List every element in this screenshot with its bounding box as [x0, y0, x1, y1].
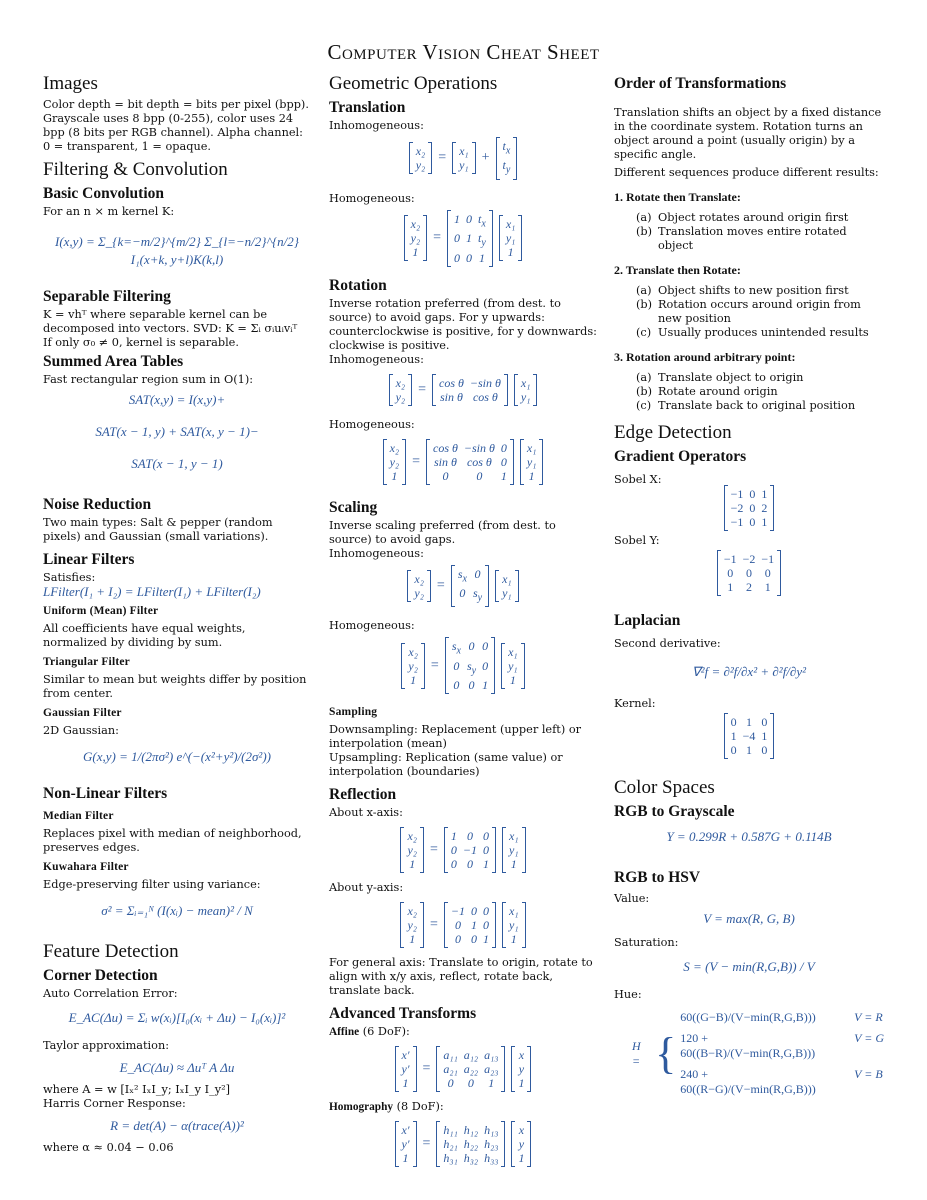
rotation-inhom-label: Inhomogeneous: — [329, 352, 424, 366]
rotation-inhom-matrix: x₂ y₂ = cos θ −sin θ sin θ cos θ x₁ y₁ — [329, 372, 597, 405]
color-spaces-heading: Color Spaces — [614, 777, 715, 798]
geometric-heading: Geometric Operations — [329, 73, 498, 94]
uniform-text: All coefficients have equal weights, normalized by dividing by sum. — [43, 622, 246, 649]
images-text: Color depth = bit depth = bits per pixel (bpp). Grayscale uses 8 bpp (0-255), color uses 24 bpp (8 bits per RGB channel). Alpha channel: 0 = transparent, 1 = opaque. — [43, 98, 309, 153]
where-a-text: where A = w [Iₓ² IₓI_y; IₓI_y I_y²] — [43, 1083, 231, 1096]
hue-cond-3: V = B — [854, 1067, 883, 1081]
feature-detection-heading: Feature Detection — [43, 941, 179, 962]
separable-text-2: If only σ₀ ≠ 0, kernel is separable. — [43, 336, 239, 349]
translation-heading: Translation — [329, 99, 406, 116]
reflection-heading: Reflection — [329, 786, 397, 804]
hue-cond-2: V = G — [854, 1031, 884, 1045]
about-x-label: About x-axis: — [329, 806, 403, 820]
rotation-hom-label: Homogeneous: — [329, 417, 415, 431]
reflection-x-matrix: x₂ y₂ 1 = 1 0 0 0 −1 0 0 0 1 x₁ y₁ 1 — [329, 825, 597, 872]
gaussian-heading: Gaussian Filter — [43, 707, 122, 719]
scaling-heading: Scaling — [329, 498, 378, 516]
auto-correlation-equation: E_AC(Δu) = Σᵢ w(xᵢ)[I₀(xᵢ + Δu) − I₀(xᵢ)]² — [68, 1010, 286, 1025]
convolution-equation: I(x,y) = Σ_{k=−m/2}^{m/2} Σ_{l=−n/2}^{n/2} I₁(x+k, y+l)K(k,l) — [54, 234, 299, 267]
gradient-heading: Gradient Operators — [614, 448, 747, 465]
grayscale-heading: RGB to Grayscale — [614, 803, 735, 820]
grayscale-equation: Y = 0.299R + 0.587G + 0.114B — [666, 829, 832, 844]
order-item-1a: (a) Object rotates around origin first — [636, 211, 849, 224]
order-item-2: 2. Translate then Rotate: — [614, 263, 741, 277]
about-y-label: About y-axis: — [329, 881, 404, 895]
hue-case-3: 240 + 60((R−G)/(V−min(R,G,B))) — [680, 1067, 816, 1096]
affine-label: Affine — [329, 1026, 360, 1039]
rotation-hom-matrix: x₂ y₂ 1 = cos θ −sin θ 0 sin θ cos θ 0 0 0 1 x₁ y₁ 1 — [329, 437, 597, 484]
order-item-3a: (a) Translate object to origin — [636, 371, 804, 384]
hue-cond-1: V = R — [854, 1010, 883, 1024]
affine-matrix: x′ y′ 1 = a₁₁ a₁₂ a₁₃ a₂₁ a₂₂ a₂₃ 0 0 1 x y 1 — [329, 1044, 597, 1091]
hue-case-2: 120 + 60((B−R)/(V−min(R,G,B))) — [680, 1031, 816, 1060]
summed-area-text: Fast rectangular region sum in O(1): — [43, 373, 254, 386]
sobel-x-label: Sobel X: — [614, 473, 662, 486]
advanced-heading: Advanced Transforms — [329, 1005, 477, 1023]
hue-case-1: 60((G−B)/(V−min(R,G,B))) — [680, 1010, 816, 1024]
column-left — [43, 72, 311, 1155]
order-heading: Order of Transformations — [614, 75, 787, 92]
order-item-2b: (b) Rotation occurs around origin from new position — [636, 298, 861, 325]
translation-hom-matrix: x₂ y₂ 1 = 1 0 $t_x$ 0 1 $t_y$ 0 0 1 x₁ y₁ 1 — [329, 211, 597, 266]
sampling-text-1: Downsampling: Replacement (upper left) or interpolation (mean) — [329, 723, 582, 751]
separable-text: K = vhᵀ where separable kernel can be decomposed into vectors. SVD: K = Σᵢ σᵢuᵢvᵢᵀ — [43, 308, 298, 335]
column-middle — [329, 72, 597, 1171]
translation-inhom-label: Inhomogeneous: — [329, 119, 424, 132]
scaling-hom-matrix: x₂ y₂ 1 = $s_x$ 0 0 0 $s_y$ 0 0 0 1 x₁ y₁ 1 — [329, 638, 597, 693]
value-equation: V = max(R, G, B) — [703, 911, 795, 926]
rotation-text: Inverse rotation preferred (from dest. to source) to avoid gaps. For y upwards: counterclockwise is positive, for y downwards: clockwise is positive. — [329, 296, 597, 352]
sampling-heading: Sampling — [329, 706, 378, 719]
gaussian-equation: G(x,y) = 1/(2πσ²) e^(−(x²+y²)/(2σ²)) — [83, 749, 271, 764]
laplacian-equation: ∇²f = ∂²f/∂x² + ∂²f/∂y² — [691, 664, 807, 679]
separable-heading: Separable Filtering — [43, 288, 171, 305]
laplacian-kernel: 0 1 0 1 −4 1 0 1 0 — [614, 711, 884, 758]
saturation-label: Saturation: — [614, 936, 679, 949]
taylor-text: Taylor approximation: — [43, 1039, 170, 1052]
basic-convolution-heading: Basic Convolution — [43, 185, 165, 202]
linear-filters-heading: Linear Filters — [43, 551, 135, 568]
order-item-1b: (b) Translation moves entire rotated object — [636, 225, 847, 252]
kuwahara-equation: σ² = Σᵢ₌₁ᴺ (I(xᵢ) − mean)² / N — [101, 903, 253, 918]
order-text-1: Translation shifts an object by a fixed distance in the coordinate system. Rotation turns an object around a point (usually origin) by a specific angle. — [614, 106, 882, 161]
sat-equation-1: SAT(x,y) = I(x,y)+ — [128, 392, 226, 407]
sobel-y-label: Sobel Y: — [614, 534, 660, 547]
order-item-3: 3. Rotation around arbitrary point: — [614, 350, 796, 364]
order-item-1: 1. Rotate then Translate: — [614, 190, 741, 204]
hsv-heading: RGB to HSV — [614, 869, 701, 886]
hue-label: Hue: — [614, 988, 642, 1001]
homography-dof: (8 DoF): — [396, 1100, 444, 1114]
homography-matrix: x′ y′ 1 = h₁₁ h₁₂ h₁₃ h₂₁ h₂₂ h₂₃ h₃₁ h₃₂ h₃₃ x y 1 — [329, 1119, 597, 1166]
uniform-heading: Uniform (Mean) Filter — [43, 605, 159, 617]
sobel-x-matrix: −1 0 1 −2 0 2 −1 0 1 — [614, 483, 884, 530]
sobel-y-matrix: −1 −2 −1 0 0 0 1 2 1 — [614, 548, 884, 595]
saturation-equation: S = (V − min(R,G,B)) / V — [683, 959, 815, 974]
harris-text: Harris Corner Response: — [43, 1097, 186, 1110]
translation-hom-label: Homogeneous: — [329, 191, 415, 205]
linear-equation: LFilter(I₁ + I₂) = LFilter(I₁) + LFilter(I₂) — [43, 584, 261, 599]
alpha-text: where α ≈ 0.04 − 0.06 — [43, 1141, 174, 1154]
kernel-label: Kernel: — [614, 697, 656, 710]
reflection-y-matrix: x₂ y₂ 1 = −1 0 0 0 1 0 0 0 1 x₁ y₁ 1 — [329, 900, 597, 947]
basic-convolution-text: For an n × m kernel K: — [43, 205, 175, 218]
triangular-heading: Triangular Filter — [43, 656, 130, 668]
median-heading: Median Filter — [43, 810, 114, 822]
kuwahara-text: Edge-preserving filter using variance: — [43, 878, 261, 891]
noise-text: Two main types: Salt & pepper (random pixels) and Gaussian (small variations). — [43, 516, 273, 543]
scaling-inhom-label: Inhomogeneous: — [329, 546, 424, 560]
page-title: Computer Vision Cheat Sheet — [327, 40, 600, 64]
affine-dof: (6 DoF): — [362, 1025, 410, 1039]
scaling-text: Inverse scaling preferred (from dest. to source) to avoid gaps. — [329, 518, 556, 546]
images-heading: Images — [43, 73, 98, 94]
order-text-2: Different sequences produce different results: — [614, 166, 879, 179]
order-item-2a: (a) Object shifts to new position first — [636, 284, 849, 297]
nonlinear-heading: Non-Linear Filters — [43, 785, 168, 802]
sat-equation-2: SAT(x − 1, y) + SAT(x, y − 1)− — [95, 424, 259, 439]
noise-heading: Noise Reduction — [43, 496, 152, 513]
laplacian-text: Second derivative: — [614, 637, 721, 650]
translation-inhom-matrix: x₂ y₂ = x₁ y₁ + $t_x$ $t_y$ — [329, 138, 597, 179]
corner-detection-heading: Corner Detection — [43, 967, 158, 984]
order-item-3c: (c) Translate back to original position — [636, 399, 856, 412]
auto-correlation-text: Auto Correlation Error: — [43, 987, 178, 1000]
linear-text: Satisfies: — [43, 571, 96, 584]
scaling-inhom-matrix: x₂ y₂ = $s_x$ 0 0 $s_y$ x₁ y₁ — [329, 566, 597, 607]
order-item-2c: (c) Usually produces unintended results — [636, 326, 869, 339]
scaling-hom-label: Homogeneous: — [329, 619, 415, 633]
value-label: Value: — [614, 892, 650, 905]
taylor-equation: E_AC(Δu) ≈ Δuᵀ A Δu — [119, 1060, 235, 1075]
homography-label: Homography — [329, 1101, 394, 1114]
column-right — [614, 72, 884, 1097]
gaussian-text: 2D Gaussian: — [43, 724, 119, 737]
triangular-text: Similar to mean but weights differ by position from center. — [43, 673, 307, 700]
sat-equation-3: SAT(x − 1, y − 1) — [131, 456, 223, 471]
laplacian-heading: Laplacian — [614, 612, 681, 629]
order-item-3b: (b) Rotate around origin — [636, 385, 778, 398]
hue-equation: H = { 60((G−B)/(V−min(R,G,B))) V = R 120 + 60((B−R)/(V−min(R,G,B))) V = G 240 + 60((R−G)/(V−min(R,G,B))) V = B — [632, 1010, 884, 1096]
harris-equation: R = det(A) − α(trace(A))² — [110, 1118, 244, 1133]
reflection-general-text: For general axis: Translate to origin, rotate to align with x/y axis, reflect, rotate back, translate back. — [329, 956, 593, 998]
edge-detection-heading: Edge Detection — [614, 422, 732, 443]
filtering-heading: Filtering & Convolution — [43, 159, 228, 180]
rotation-heading: Rotation — [329, 276, 387, 294]
summed-area-heading: Summed Area Tables — [43, 353, 184, 370]
sampling-text-2: Upsampling: Replication (same value) or interpolation (boundaries) — [329, 751, 563, 779]
median-text: Replaces pixel with median of neighborhood, preserves edges. — [43, 827, 302, 854]
kuwahara-heading: Kuwahara Filter — [43, 861, 129, 873]
